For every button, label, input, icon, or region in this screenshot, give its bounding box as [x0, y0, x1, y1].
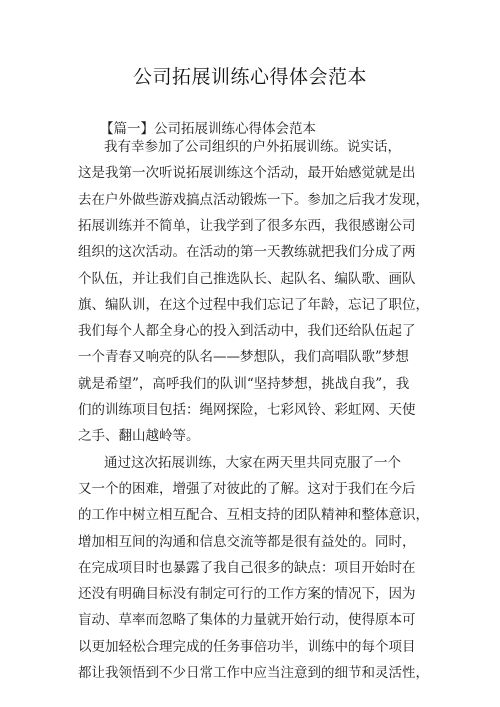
body-text-line: 个队伍，并让我们自己推选队长、起队名、编队歌、画队 — [78, 270, 416, 287]
body-text-line: 我们每个人都全身心的投入到活动中，我们还给队伍起了 — [78, 323, 416, 340]
body-text-line: 一个青春又响亮的队名——梦想队，我们高唱队歌”梦想 — [78, 349, 409, 366]
body-text-line: 组织的这次活动。在活动的第一天教练就把我们分成了两 — [78, 244, 416, 261]
body-text-line: 就是希望”，高呼我们的队训“坚持梦想，挑战自我”，我 — [78, 375, 410, 392]
body-text-line: 拓展训练并不简单，让我学到了很多东西，我很感谢公司 — [78, 217, 416, 234]
body-text-line: 又一个的困难，增强了对彼此的了解。这对于我们在今后 — [78, 480, 416, 497]
body-text-line: 去在户外做些游戏搞点活动锻炼一下。参加之后我才发现， — [78, 191, 429, 208]
body-text-line: 盲动、草率而忽略了集体的力量就开始行动，使得原本可 — [78, 612, 416, 629]
body-text-line: 以更加轻松合理完成的任务事倍功半，训练中的每个项目 — [78, 638, 416, 655]
section-heading: 【篇一】公司拓展训练心得体会范本 — [100, 121, 316, 137]
body-text-line: 我有幸参加了公司组织的户外拓展训练。说实话， — [104, 139, 401, 155]
body-text-line: 通过这次拓展训练，大家在两天里共同克服了一个 — [104, 454, 401, 471]
body-text-line: 还没有明确目标没有制定可行的工作方案的情况下，因为 — [78, 586, 416, 603]
body-text-line: 的工作中树立相互配合、互相支持的团队精神和整体意识， — [78, 507, 429, 524]
body-text-line: 们的训练项目包括：绳网探险，七彩风铃、彩虹网、天使 — [78, 402, 416, 418]
body-text-line: 之手、翻山越岭等。 — [78, 428, 200, 445]
page-title: 公司拓展训练心得体会范本 — [132, 66, 367, 88]
body-text-line: 这是我第一次听说拓展训练这个活动，最开始感觉就是出 — [78, 165, 416, 182]
body-text-line: 都让我领悟到不少日常工作中应当注意到的细节和灵活性， — [78, 665, 429, 681]
body-text-line: 在完成项目时也暴露了我自己很多的缺点：项目开始时在 — [78, 559, 416, 576]
body-text-line: 旗、编队训，在这个过程中我们忘记了年龄，忘记了职位， — [78, 296, 429, 313]
body-text-line: 增加相互间的沟通和信息交流等都是很有益处的。同时， — [78, 533, 416, 550]
